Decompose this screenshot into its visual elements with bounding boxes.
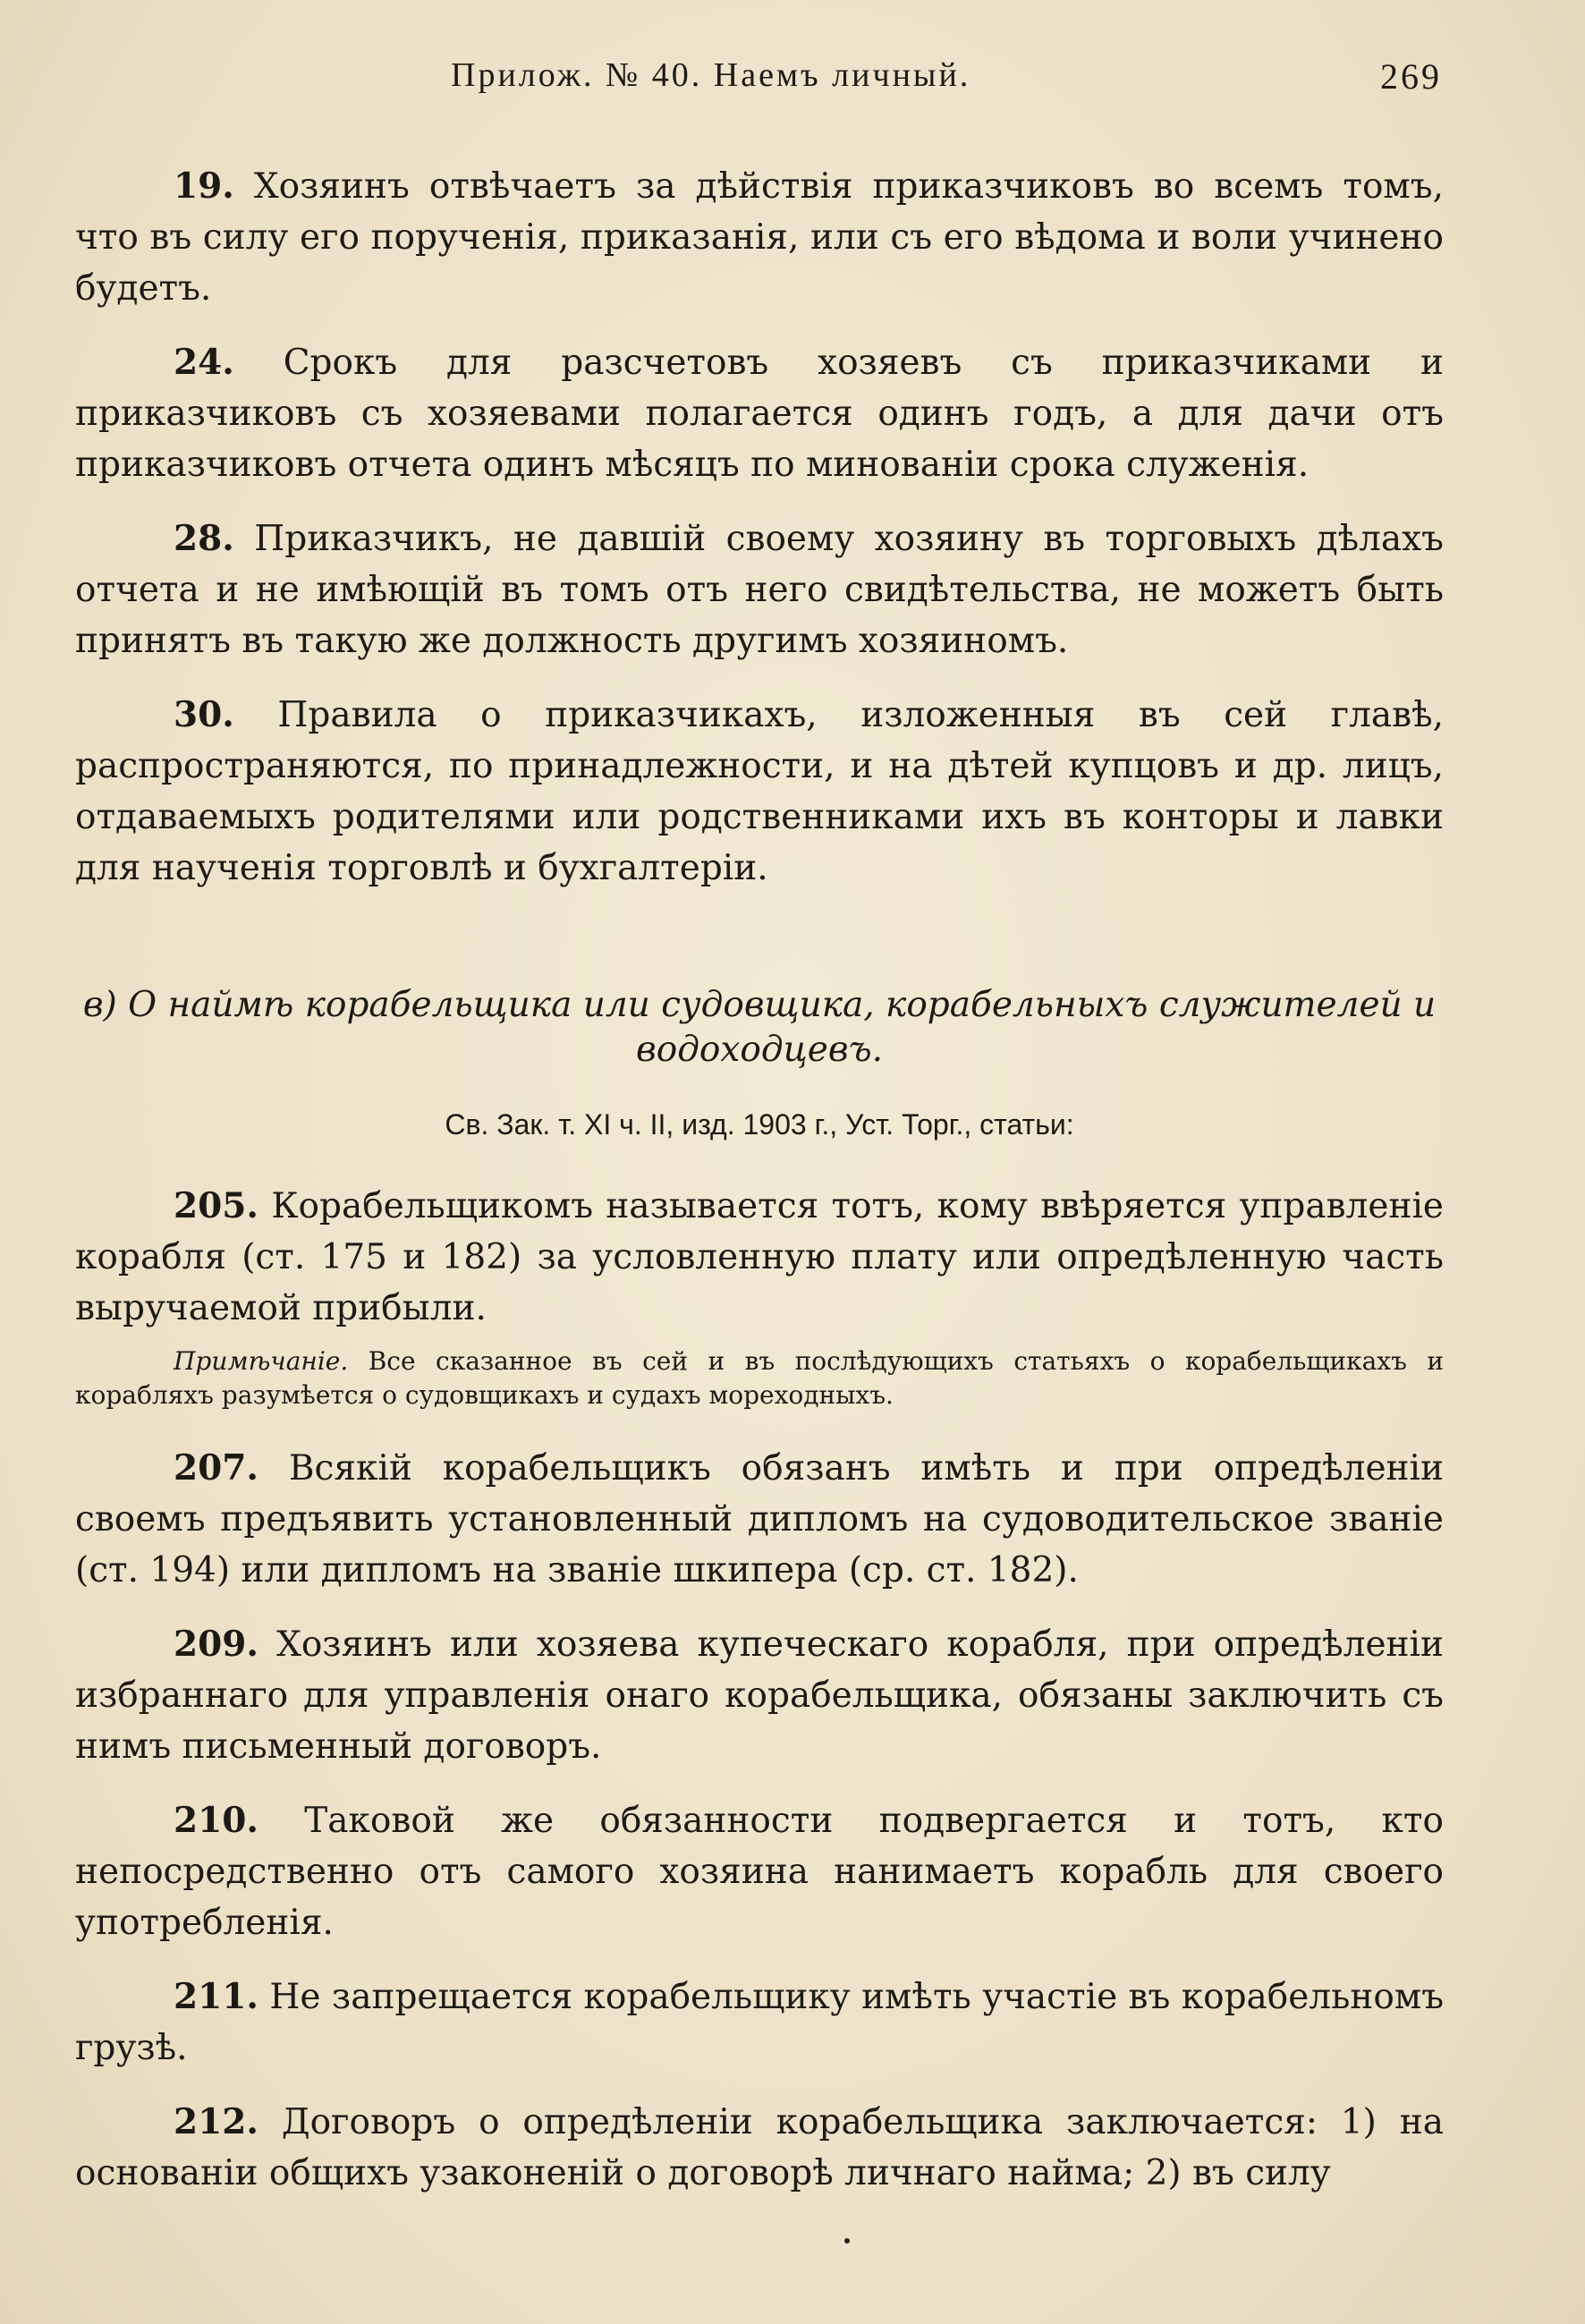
article-number: 19.	[174, 165, 234, 207]
article	[75, 337, 1444, 490]
article	[75, 1443, 1444, 1596]
footnote-remark	[75, 1344, 1444, 1412]
article-text: Правила о приказчикахъ, изложенныя въ сей главѣ, распространяются, по принадлежности, и на дѣтей купцовъ и др. лицъ, отдаваемыхъ родителями или родственниками ихъ въ конторы и лавки для наученія торговлѣ и бухгалтеріи.	[75, 695, 1444, 888]
article-text: Хозяинъ отвѣчаетъ за дѣйствія приказчиковъ во всемъ томъ, что въ силу его порученія, приказанія, или съ его вѣдома и воли учинено будетъ.	[75, 166, 1444, 309]
article-number: 211.	[174, 1976, 259, 2017]
article-text: Договоръ о опредѣленіи корабельщика заключается: 1) на основаніи общихъ узаконеній о договорѣ личнаго найма; 2) въ силу	[75, 2102, 1444, 2193]
article-text: Всякій корабельщикъ обязанъ имѣть и при опредѣленіи своемъ предъявить установленный дипломъ на судоводительское званіе (ст. 194) или дипломъ на званіе шкипера (ср. ст. 182).	[75, 1448, 1444, 1590]
article-text: Не запрещается корабельщику имѣть участіе въ корабельномъ грузѣ.	[75, 1977, 1445, 2068]
print-speck	[844, 2238, 850, 2243]
article	[75, 1619, 1444, 1772]
article-number: 207.	[174, 1447, 259, 1489]
article-text: Приказчикъ, не давшій своему хозяину въ торговыхъ дѣлахъ отчета и не имѣющій въ томъ отъ него свидѣтельства, не можетъ быть принятъ въ такую же должность другимъ хозяиномъ.	[75, 519, 1444, 661]
article-number: 209.	[174, 1624, 259, 1665]
article	[75, 1795, 1444, 1948]
article-number: 205.	[174, 1185, 259, 1226]
article-text: Срокъ для разсчетовъ хозяевъ съ приказчиками и приказчиковъ съ хозяевами полагается одинъ годъ, а для дачи отъ приказчиковъ отчета одинъ мѣсяцъ по минованіи срока служенія.	[75, 343, 1444, 485]
article-number: 24.	[174, 342, 234, 383]
article	[75, 690, 1444, 894]
article-number: 28.	[174, 518, 234, 559]
article	[75, 513, 1444, 666]
page-body	[75, 161, 1444, 2222]
article-text: Корабельщикомъ называется тотъ, кому ввѣряется управленіе корабля (ст. 175 и 182) за условленную плату или опредѣленную часть выручаемой прибыли.	[75, 1186, 1444, 1328]
note-text: Все сказанное въ сей и въ послѣдующихъ статьяхъ о корабельщикахъ и корабляхъ разумѣется о судовщикахъ и судахъ мореходныхъ.	[75, 1346, 1444, 1410]
article	[75, 2097, 1444, 2199]
article-text: Таковой же обязанности подвергается и тотъ, кто непосредственно отъ самого хозяина нанимаетъ корабль для своего употребленія.	[75, 1801, 1444, 1943]
article-number: 212.	[174, 2101, 259, 2142]
article-text: Хозяинъ или хозяева купеческаго корабля, при опредѣленіи избраннаго для управленія онаго корабельщика, обязаны заключить съ нимъ письменный договоръ.	[75, 1624, 1444, 1767]
page-header	[75, 55, 1442, 109]
article	[75, 1972, 1444, 2074]
note-label: Примѣчаніе.	[174, 1346, 349, 1376]
article-number: 210.	[174, 1800, 259, 1841]
article	[75, 1181, 1444, 1334]
page-number: 269	[1380, 56, 1442, 97]
section-heading: в) О наймѣ корабельщика или судовщика, корабельныхъ служителей и водоходцевъ.	[82, 985, 1437, 1070]
running-title: Прилож. № 40. Наемъ личный.	[451, 56, 971, 94]
article-number: 30.	[174, 694, 234, 735]
article	[75, 161, 1444, 314]
source-reference: Св. Зак. т. XI ч. II, изд. 1903 г., Уст. Торг., статьи:	[445, 1108, 1074, 1141]
